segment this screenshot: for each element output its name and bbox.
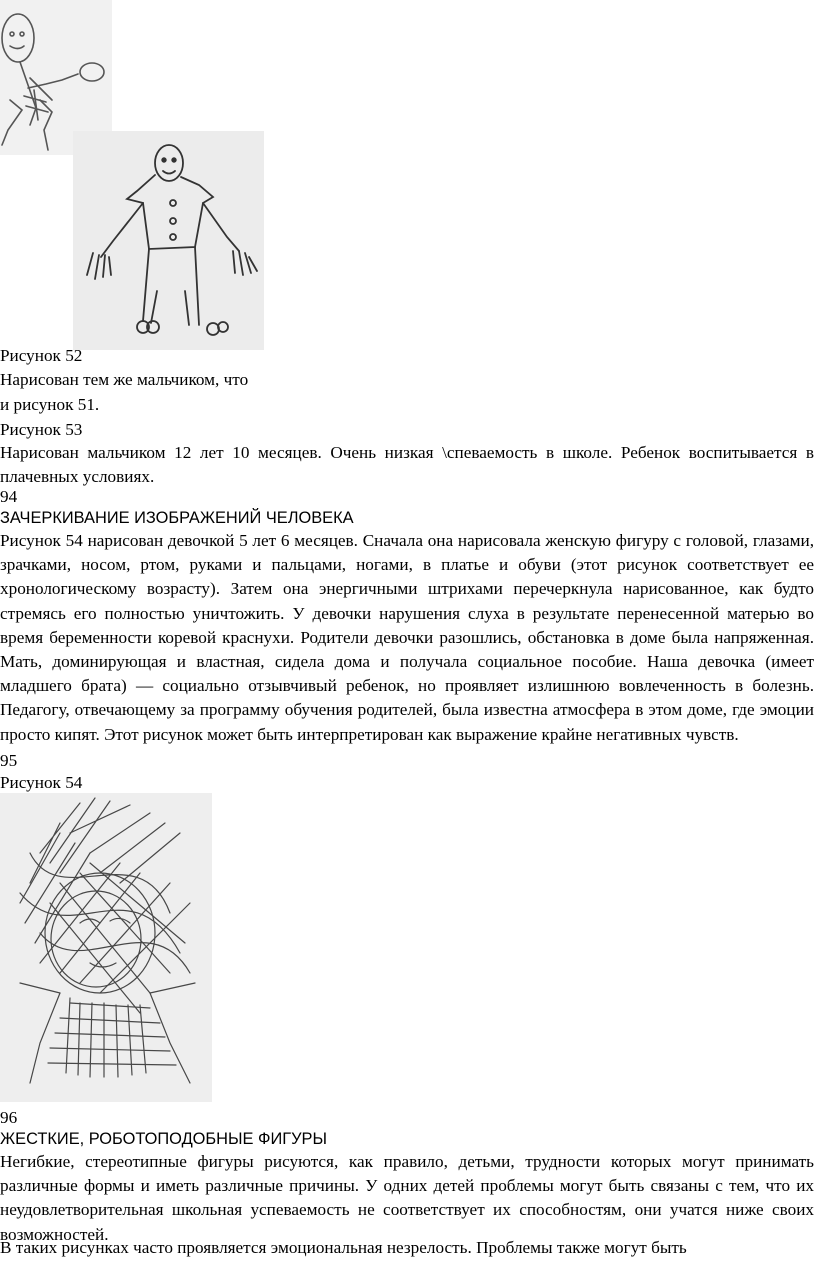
figure-52-label: Рисунок 52 — [0, 346, 83, 365]
page-number-95: 95 — [0, 751, 18, 770]
section-body-crossing-out: Рисунок 54 нарисован девочкой 5 лет 6 месяцев. Сначала она нарисовала женскую фигуру с головой, глазами, зрачками, носом, ртом, руками и пальцами, ногами, в платье и обуви (этот рисунок соответствует ее хронологическому возрасту). Затем она энергичными штрихами перечеркнула нарисованное, как будто стремясь его полностью уничтожить. У девочки нарушения слуха в результате перенесенной матерью во время беременности коревой краснухи. Родители девочки разошлись, обстановка в доме была напряженная. Мать, доминирующая и властная, сидела дома и получала социальное пособие. Наша девочка (имеет младшего брата) — социально отзывчивый ребенок, но проявляет излишнюю вовлеченность в болезнь. Педагогу, отвечающему за программу обучения родителей, была известна атмосфера в этом доме, где эмоции просто кипят. Этот рисунок может быть интерпретирован как выражение крайне негативных чувств. — [0, 531, 814, 744]
figure-52-caption-line2: и рисунок 51. — [0, 395, 100, 414]
section-body-rigid-figures-2: В таких рисунках часто проявляется эмоциональная незрелость. Проблемы также могут быть — [0, 1238, 687, 1257]
page-number-94: 94 — [0, 487, 18, 506]
page-number-96: 96 — [0, 1108, 18, 1127]
figure-54-drawing — [0, 793, 212, 1102]
figure-52-caption-line1: Нарисован тем же мальчиком, что — [0, 370, 249, 389]
figure-53-drawing — [73, 131, 264, 350]
figure-54-label: Рисунок 54 — [0, 773, 83, 792]
figure-53-caption: Нарисован мальчиком 12 лет 10 месяцев. Очень низкая \спеваемость в школе. Ребенок воспитывается в плачевных условиях. — [0, 443, 814, 487]
figure-53-label: Рисунок 53 — [0, 420, 83, 439]
section-heading-crossing-out: ЗАЧЕРКИВАНИЕ ИЗОБРАЖЕНИЙ ЧЕЛОВЕКА — [0, 509, 354, 527]
section-heading-rigid-figures: ЖЕСТКИЕ, РОБОТОПОДОБНЫЕ ФИГУРЫ — [0, 1130, 327, 1148]
section-body-rigid-figures: Негибкие, стереотипные фигуры рисуются, как правило, детьми, трудности которых могут принимать различные формы и иметь различные причины. У одних детей проблемы могут быть связаны с тем, что их неудовлетворительная школьная успеваемость не соответствует их способностям, они учатся ниже своих возможностей. — [0, 1152, 814, 1244]
